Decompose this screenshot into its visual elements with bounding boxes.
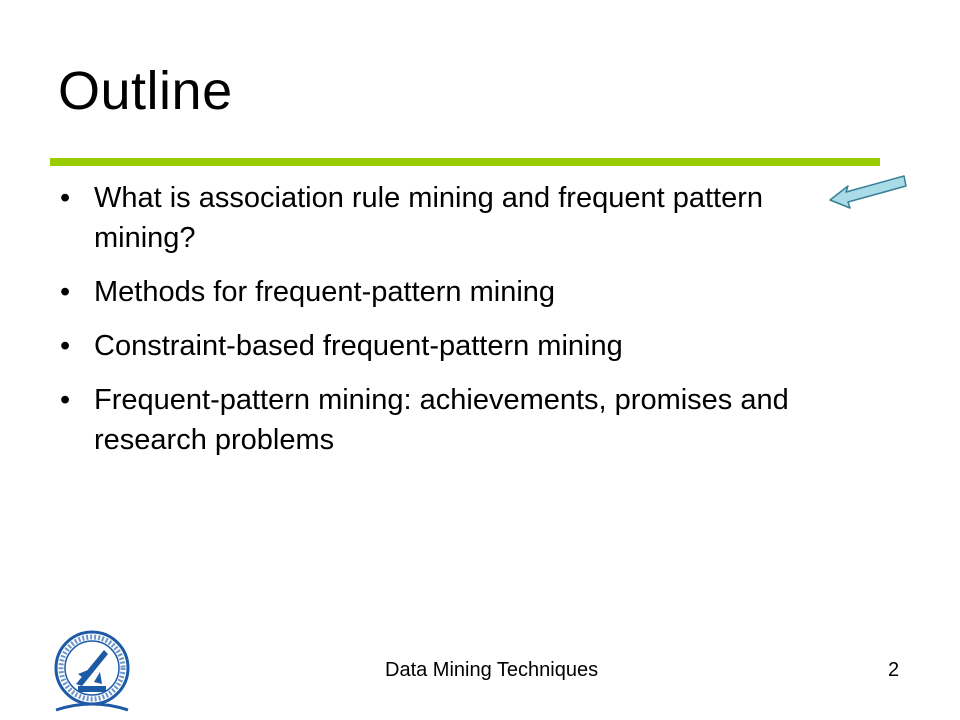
bullet-dot: • <box>60 330 71 362</box>
bullet-text: Constraint-based frequent-pattern mining <box>94 330 623 362</box>
bullet-dot: • <box>60 276 71 308</box>
bullet-item <box>60 380 860 460</box>
bullet-text: Methods for frequent-pattern mining <box>94 276 556 308</box>
footer-title: Data Mining Techniques <box>385 659 599 681</box>
bullet-list <box>60 178 860 474</box>
bullet-text: What is association rule mining and frequent pattern mining? <box>94 182 763 254</box>
title-underline <box>50 158 880 166</box>
slide-title: Outline <box>58 61 233 121</box>
bullet-item <box>60 178 860 258</box>
bullet-text: Frequent-pattern mining: achievements, promises and research problems <box>94 384 789 456</box>
bullet-item <box>60 272 860 312</box>
bullet-item <box>60 326 860 366</box>
page-number: 2 <box>888 659 900 681</box>
bullet-dot: • <box>60 384 71 416</box>
bullet-dot: • <box>60 182 71 214</box>
university-seal-icon <box>48 628 136 718</box>
pointer-arrow-icon <box>828 172 908 212</box>
